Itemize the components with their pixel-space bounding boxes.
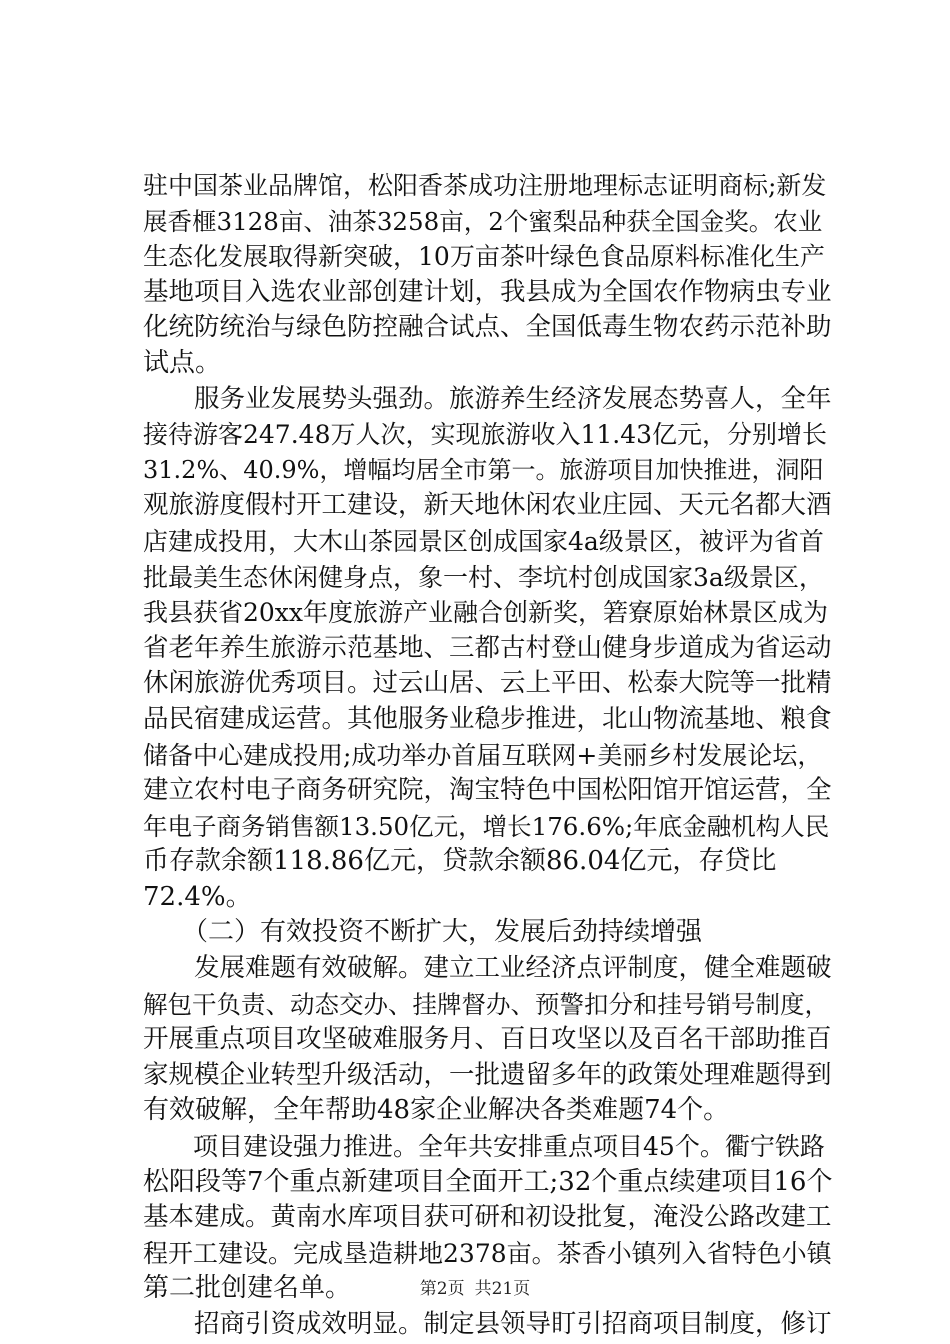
- text-line: 招商引资成效明显。制定县领导盯引招商项目制度，修订: [143, 1309, 832, 1339]
- text-line: 店建成投用，大木山茶园景区创成国家4a级景区，被评为省首: [143, 526, 824, 556]
- text-line: 观旅游度假村开工建设，新天地休闲农业庄园、天元名都大酒: [143, 490, 832, 521]
- text-line: 基地项目入选农业部创建计划，我县成为全国农作物病虫专业: [143, 276, 832, 307]
- text-line: 项目建设强力推进。全年共安排重点项目45个。衢宁铁路: [143, 1132, 825, 1162]
- text-line: 31.2%、40.9%，增幅均居全市第一。旅游项目加快推进，洞阳: [143, 455, 824, 484]
- text-line: 建立农村电子商务研究院，淘宝特色中国松阳馆开馆运营，全: [143, 775, 832, 806]
- text-line: 服务业发展势头强劲。旅游养生经济发展态势喜人，全年: [143, 383, 832, 414]
- text-line: 解包干负责、动态交办、挂牌督办、预警扣分和挂号销号制度，: [143, 989, 829, 1019]
- text-line: 接待游客247.48万人次，实现旅游收入11.43亿元，分别增长: [143, 420, 828, 450]
- page-number: 第2页: [419, 1279, 465, 1299]
- text-line: 展香榧3128亩、油茶3258亩，2个蜜梨品种获全国金奖。农业: [143, 206, 823, 236]
- text-line: 开展重点项目攻坚破难服务月、百日攻坚以及百名干部助推百: [143, 1024, 832, 1055]
- page-footer: [0, 1274, 950, 1299]
- body-text: [143, 168, 833, 1343]
- text-line: 基本建成。黄南水库项目获可研和初设批复，淹没公路改建工: [143, 1202, 832, 1233]
- text-line: 我县获省20xx年度旅游产业融合创新奖，箬寮原始林景区成为: [143, 598, 829, 628]
- text-line: 第二批创建名单。: [143, 1273, 352, 1304]
- text-line: 有效破解，全年帮助48家企业解决各类难题74个。: [143, 1095, 730, 1126]
- text-line: 化统防统治与绿色防控融合试点、全国低毒生物农药示范补助: [143, 312, 832, 343]
- text-line: 币存款余额118.86亿元，贷款余额86.04亿元，存贷比: [143, 846, 777, 877]
- text-line: 发展难题有效破解。建立工业经济点评制度，健全难题破: [143, 953, 832, 984]
- text-line: 松阳段等7个重点新建项目全面开工;32个重点续建项目16个: [143, 1166, 833, 1197]
- text-line: 试点。: [143, 347, 222, 378]
- text-line: 年电子商务销售额13.50亿元，增长176.6%;年底金融机构人民: [143, 811, 830, 841]
- text-line: 生态化发展取得新突破，10万亩茶叶绿色食品原料标准化生产: [143, 242, 825, 272]
- text-line: 省老年养生旅游示范基地、三都古村登山健身步道成为省运动: [143, 632, 832, 663]
- page-total: 共21页: [474, 1279, 531, 1299]
- text-line: 程开工建设。完成垦造耕地2378亩。茶香小镇列入省特色小镇: [143, 1238, 832, 1268]
- text-line: 驻中国茶业品牌馆，松阳香茶成功注册地理标志证明商标;新发: [143, 171, 827, 200]
- text-line: 储备中心建成投用;成功举办首届互联网+美丽乡村发展论坛，: [143, 740, 823, 770]
- text-line: 批最美生态休闲健身点，象一村、李坑村创成国家3a级景区，: [143, 562, 824, 592]
- text-line: 休闲旅游优秀项目。过云山居、云上平田、松泰大院等一批精: [143, 668, 832, 699]
- text-line: （二）有效投资不断扩大，发展后劲持续增强: [143, 917, 703, 948]
- text-line: 家规模企业转型升级活动，一批遗留多年的政策处理难题得到: [143, 1059, 832, 1090]
- text-line: 72.4%。: [143, 881, 252, 912]
- text-line: 品民宿建成运营。其他服务业稳步推进，北山物流基地、粮食: [143, 703, 832, 734]
